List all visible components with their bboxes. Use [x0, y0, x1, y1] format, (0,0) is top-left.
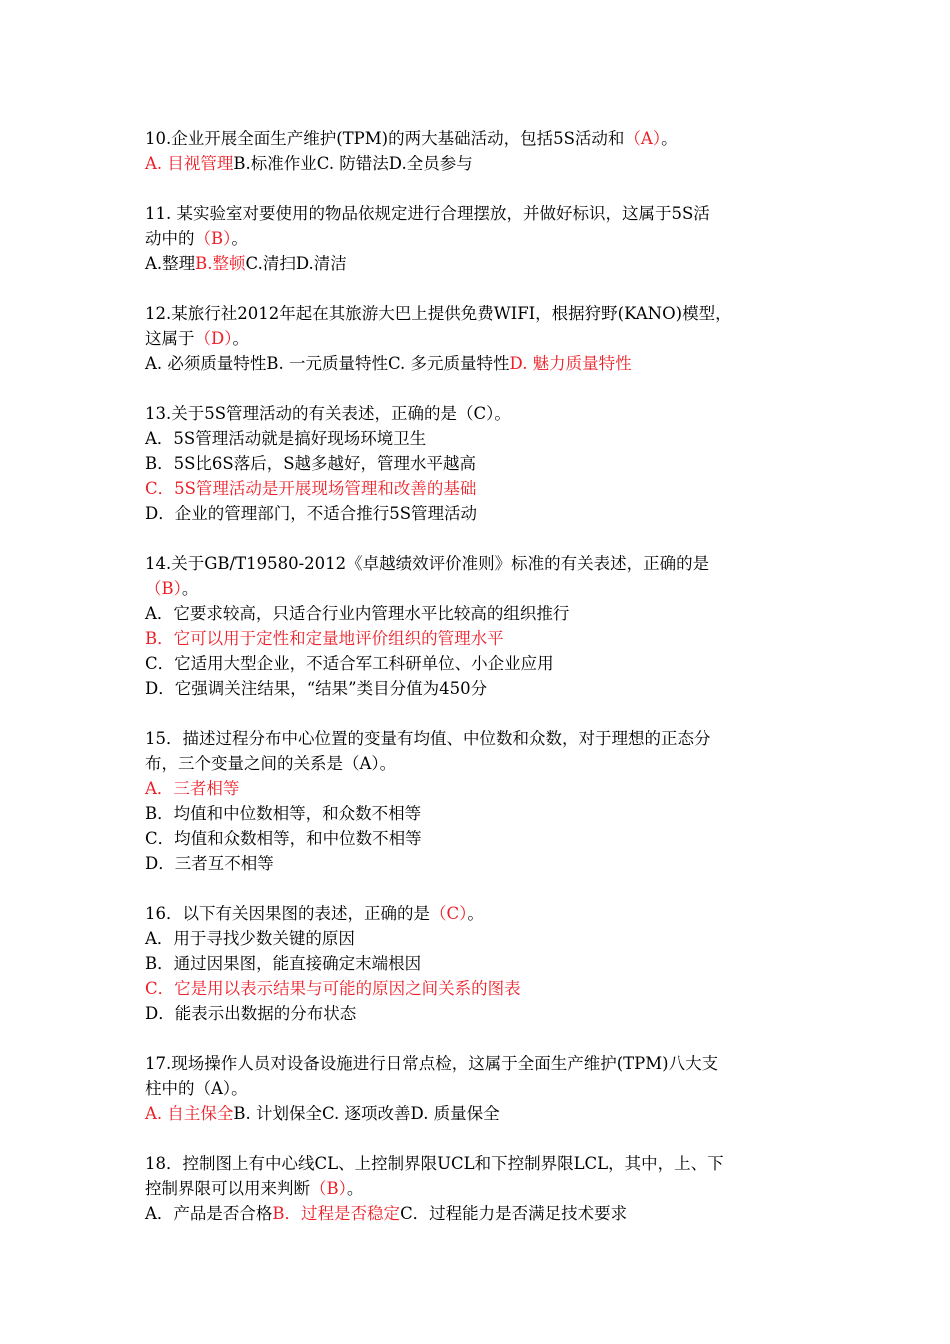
question-line	[145, 776, 813, 801]
answer-text: A．三者相等	[145, 779, 240, 798]
question-line	[145, 926, 813, 951]
question-text: B．通过因果图，能直接确定末端根因	[145, 954, 422, 973]
question-line	[145, 426, 813, 451]
question-line	[145, 251, 813, 276]
answer-text: B.整顿	[195, 254, 246, 273]
answer-text: B．过程是否稳定	[272, 1204, 401, 1223]
answer-text: （A）	[624, 129, 662, 148]
question-line	[145, 576, 813, 601]
answer-text: C．5S管理活动是开展现场管理和改善的基础	[145, 479, 477, 498]
answer-text: A. 自主保全	[145, 1104, 234, 1123]
question-line	[145, 501, 813, 526]
question-text: 。	[346, 1179, 364, 1198]
question-text: 12.某旅行社2012年起在其旅游大巴上提供免费WIFI，根据狩野(KANO)模型，	[145, 304, 732, 323]
question-text: D．能表示出数据的分布状态	[145, 1004, 357, 1023]
question-text: 10.企业开展全面生产维护(TPM)的两大基础活动，包括5S活动和	[145, 129, 625, 148]
question-text: A. 必须质量特性B. 一元质量特性C. 多元质量特性	[145, 354, 510, 373]
question-text: 。	[467, 904, 484, 923]
question-q18	[145, 1151, 813, 1226]
question-line	[145, 726, 813, 751]
question-q13	[145, 401, 813, 526]
answer-text: （B）	[310, 1179, 347, 1198]
question-text: 。	[232, 329, 249, 348]
question-text: B．5S比6S落后，S越多越好，管理水平越高	[145, 454, 477, 473]
answer-text: （C）	[430, 904, 468, 923]
question-line	[145, 1076, 813, 1101]
question-text: 17.现场操作人员对设备设施进行日常点检，这属于全面生产维护(TPM)八大支	[145, 1054, 719, 1073]
question-text: 18．控制图上有中心线CL、上控制界限UCL和下控制界限LCL，其中，上、下	[145, 1154, 724, 1173]
question-line	[145, 976, 813, 1001]
question-text: 。	[661, 129, 678, 148]
question-line	[145, 301, 813, 326]
answer-text: B．它可以用于定性和定量地评价组织的管理水平	[145, 629, 504, 648]
question-line	[145, 451, 813, 476]
question-q16	[145, 901, 813, 1026]
question-text: A．它要求较高，只适合行业内管理水平比较高的组织推行	[145, 604, 570, 623]
question-line	[145, 326, 813, 351]
question-text: D．企业的管理部门，不适合推行5S管理活动	[145, 504, 478, 523]
question-text: A．5S管理活动就是搞好现场环境卫生	[145, 429, 427, 448]
question-list	[145, 126, 813, 1251]
question-text: 16．以下有关因果图的表述，正确的是	[145, 904, 430, 923]
question-q17	[145, 1051, 813, 1126]
question-q11	[145, 201, 813, 276]
question-line	[145, 801, 813, 826]
question-text: B.标准作业C. 防错法D.全员参与	[233, 154, 473, 173]
question-line	[145, 651, 813, 676]
question-text: D．它强调关注结果，“结果”类目分值为450分	[145, 679, 488, 698]
answer-text: D. 魅力质量特性	[509, 354, 632, 373]
question-line	[145, 201, 813, 226]
answer-text: （D）	[194, 329, 233, 348]
question-line	[145, 476, 813, 501]
question-line	[145, 226, 813, 251]
question-text: 动中的	[145, 229, 195, 248]
question-line	[145, 551, 813, 576]
question-line	[145, 1201, 813, 1226]
question-q12	[145, 301, 813, 376]
question-text: A．用于寻找少数关键的原因	[145, 929, 355, 948]
question-text: 这属于	[145, 329, 195, 348]
question-line	[145, 1176, 813, 1201]
question-text: 15．描述过程分布中心位置的变量有均值、中位数和众数，对于理想的正态分	[145, 729, 711, 748]
question-line	[145, 751, 813, 776]
question-text: D．三者互不相等	[145, 854, 274, 873]
answer-text: （B）	[145, 579, 182, 598]
question-text: 。	[181, 579, 199, 598]
question-line	[145, 826, 813, 851]
question-text: A．产品是否合格	[145, 1204, 273, 1223]
question-line	[145, 901, 813, 926]
question-line	[145, 1051, 813, 1076]
question-text: C．它适用大型企业，不适合军工科研单位、小企业应用	[145, 654, 554, 673]
question-text: C．过程能力是否满足技术要求	[400, 1204, 628, 1223]
question-line	[145, 626, 813, 651]
question-line	[145, 351, 813, 376]
question-line	[145, 951, 813, 976]
question-text: C.清扫D.清洁	[245, 254, 347, 273]
answer-text: A. 目视管理	[145, 154, 234, 173]
question-text: 14.关于GB/T19580-2012《卓越绩效评价准则》标准的有关表述，正确的是	[145, 554, 710, 573]
question-line	[145, 126, 813, 151]
question-line	[145, 1001, 813, 1026]
question-text: 13.关于5S管理活动的有关表述，正确的是（C）。	[145, 404, 511, 423]
question-text: B．均值和中位数相等，和众数不相等	[145, 804, 422, 823]
question-text: 控制界限可以用来判断	[145, 1179, 310, 1198]
question-line	[145, 676, 813, 701]
question-line	[145, 851, 813, 876]
question-text: 。	[231, 229, 248, 248]
question-q14	[145, 551, 813, 701]
question-text: 柱中的（A）。	[145, 1079, 248, 1098]
question-text: B. 计划保全C. 逐项改善D. 质量保全	[233, 1104, 500, 1123]
question-text: 11. 某实验室对要使用的物品依规定进行合理摆放，并做好标识，这属于5S活	[145, 204, 710, 223]
question-line	[145, 601, 813, 626]
question-line	[145, 151, 813, 176]
question-line	[145, 1151, 813, 1176]
answer-text: C．它是用以表示结果与可能的原因之间关系的图表	[145, 979, 521, 998]
question-text: A.整理	[145, 254, 196, 273]
question-line	[145, 1101, 813, 1126]
question-q15	[145, 726, 813, 876]
question-text: C．均值和众数相等，和中位数不相等	[145, 829, 422, 848]
answer-text: （B）	[194, 229, 232, 248]
question-text: 布，三个变量之间的关系是（A）。	[145, 754, 397, 773]
question-q10	[145, 126, 813, 176]
question-line	[145, 401, 813, 426]
